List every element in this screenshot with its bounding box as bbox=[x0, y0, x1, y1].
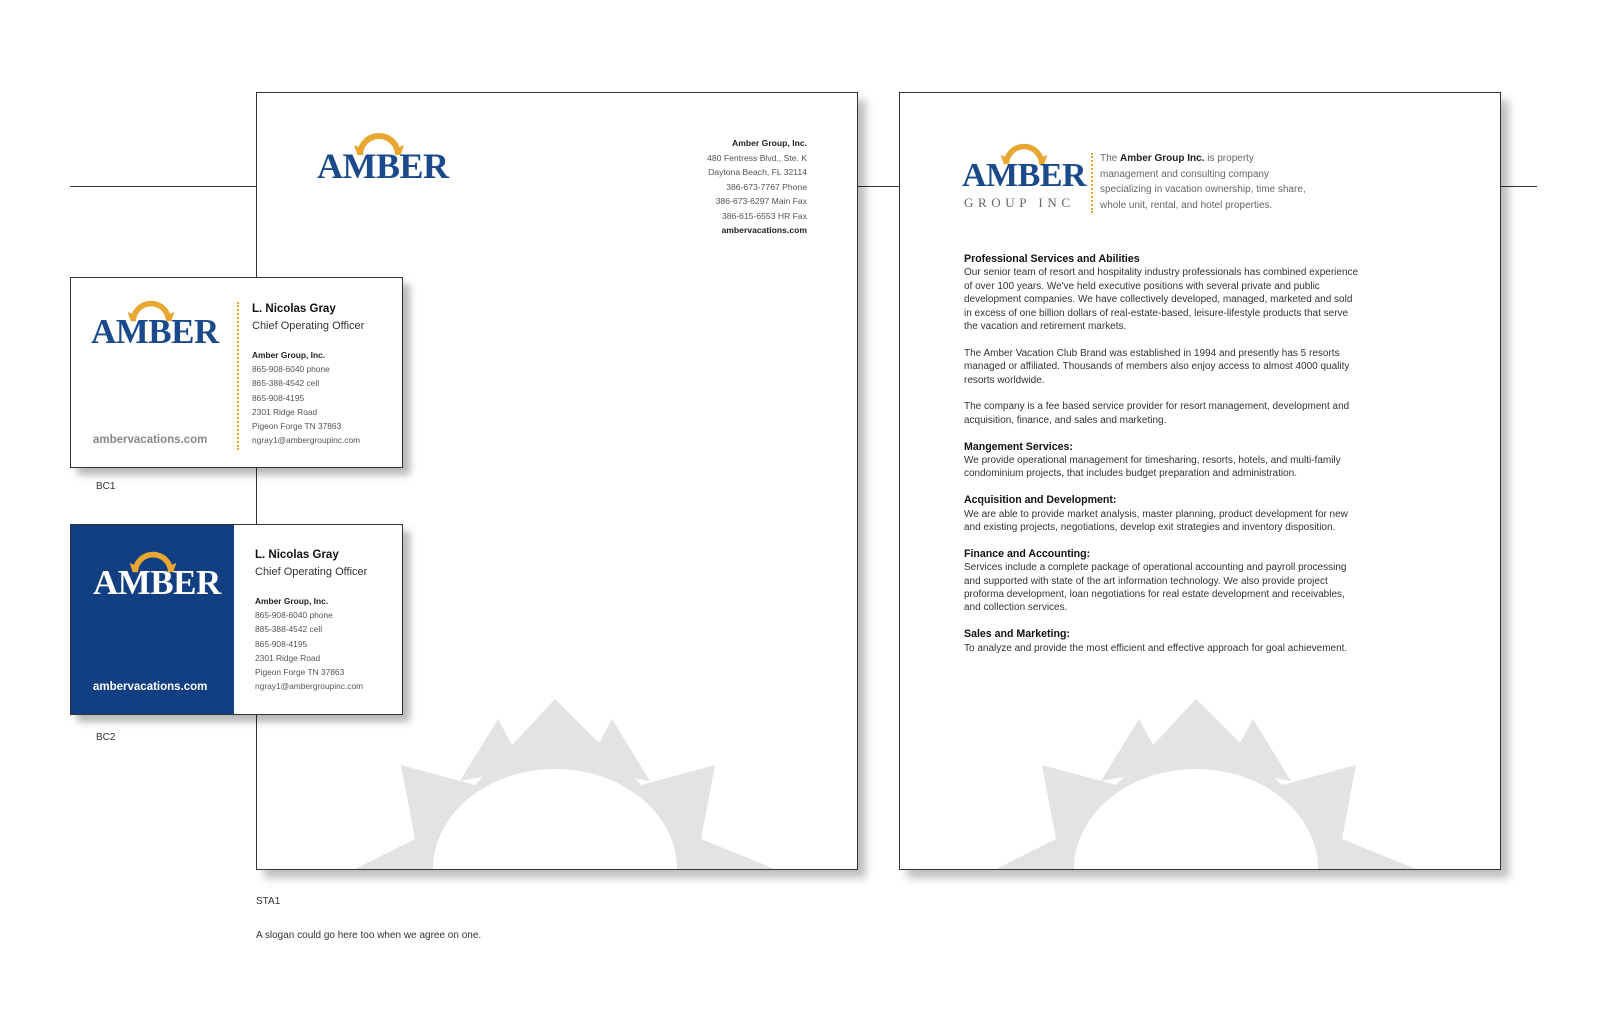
hr-fax-line: 386-615-6553 HR Fax bbox=[721, 210, 807, 221]
card-line: 865-908-6040 phone bbox=[252, 364, 330, 375]
group-inc-text: GROUP INC bbox=[964, 195, 1075, 210]
address-line: 480 Fentress Blvd., Ste. K bbox=[707, 152, 807, 163]
amber-logo bbox=[91, 300, 221, 356]
intro-text bbox=[1100, 151, 1310, 213]
card-line: Pigeon Forge TN 37863 bbox=[255, 667, 345, 678]
section-finance bbox=[964, 548, 1359, 615]
card-contact-info bbox=[255, 594, 363, 693]
section-acquisition bbox=[964, 494, 1359, 534]
amber-group-logo bbox=[962, 143, 1092, 213]
card-name: L. Nicolas Gray bbox=[255, 549, 339, 561]
amber-logo bbox=[317, 133, 457, 193]
guide-line-left bbox=[70, 186, 256, 187]
paragraph: The Amber Vacation Club Brand was established in 1994 and presently has 5 resorts managed or affiliated. Thousands of members also enjoy access to almost 4000 quality resorts worldwide. bbox=[964, 347, 1350, 386]
guide-line-right bbox=[1500, 186, 1537, 187]
paragraph: The company is a fee based service provider for resort management, development and acquisition, finance, and sales and marketing. bbox=[964, 401, 1350, 426]
letterhead-sheet bbox=[256, 92, 858, 870]
card-line: 2301 Ridge Road bbox=[255, 652, 321, 663]
caption-bc1: BC1 bbox=[96, 481, 116, 492]
card-contact-info bbox=[252, 348, 360, 447]
section-heading: Finance and Accounting: bbox=[964, 547, 1091, 560]
paragraph: We are able to provide market analysis, master planning, product development for new and existing projects, negotiations, develop exit strategies and inventory disposition. bbox=[964, 508, 1348, 534]
business-card-1 bbox=[70, 277, 403, 468]
card-line: 885-388-4542 cell bbox=[255, 624, 323, 635]
card-name: L. Nicolas Gray bbox=[252, 303, 336, 315]
slogan-text: A slogan could go here too when we agree on one. bbox=[256, 930, 482, 941]
guide-line-middle bbox=[857, 186, 901, 187]
card-line: ngray1@ambergroupinc.com bbox=[252, 435, 361, 446]
card-line: 2301 Ridge Road bbox=[252, 406, 318, 417]
card-line: 865-908-6040 phone bbox=[255, 610, 333, 621]
paragraph: To analyze and provide the most efficient and effective approach for goal achievement. bbox=[964, 642, 1348, 654]
paragraph: Services include a complete package of operational accounting and payroll processing and supported with state of the art information technology. We also provide project proforma development, loan negotiations for real estate development and receivables, and collection services. bbox=[964, 562, 1347, 614]
section-sales bbox=[964, 628, 1359, 655]
intro-prefix: The bbox=[1100, 153, 1121, 164]
card-title: Chief Operating Officer bbox=[255, 566, 368, 578]
dotted-divider bbox=[1091, 153, 1093, 213]
fax-line: 386-673-6297 Main Fax bbox=[715, 196, 807, 206]
paragraph: Our senior team of resort and hospitality industry professionals has combined experience of over 100 years. We've held executive positions with several private and public development companies. We have collectively developed, managed, marketed and sold in excess of one billion dollars of real-estate-based, leisure-lifestyle products that serve the vacation and retirement markets. bbox=[964, 267, 1359, 333]
card-line: 865-388-4542 cell bbox=[252, 378, 320, 389]
card-line: 865-908-4195 bbox=[255, 638, 308, 649]
section-heading: Mangement Services: bbox=[964, 440, 1073, 453]
dotted-divider bbox=[237, 302, 239, 450]
website: ambervacations.com bbox=[721, 225, 807, 235]
card-company: Amber Group, Inc. bbox=[255, 596, 329, 606]
section-heading: Sales and Marketing: bbox=[964, 628, 1070, 641]
card-title: Chief Operating Officer bbox=[252, 320, 365, 332]
card-line: 865-908-4195 bbox=[252, 392, 305, 403]
card-website: ambervacations.com bbox=[93, 434, 208, 446]
logo-wordmark: AMBER bbox=[93, 563, 221, 602]
card-company: Amber Group, Inc. bbox=[252, 350, 326, 360]
caption-sta1: STA1 bbox=[256, 896, 281, 907]
paragraph: We provide operational management for timesharing, resorts, hotels, and multi-family condominium projects, that includes budget preparation and administration. bbox=[964, 455, 1341, 480]
card-line: Pigeon Forge TN 37863 bbox=[252, 421, 342, 432]
sun-watermark-icon bbox=[355, 699, 775, 869]
card-line: ngray1@ambergroupinc.com bbox=[255, 681, 364, 692]
logo-wordmark: AMBER bbox=[91, 312, 219, 351]
phone-line: 386-673-7767 Phone bbox=[726, 181, 807, 192]
business-card-2 bbox=[70, 524, 403, 715]
profile-sheet bbox=[899, 92, 1501, 870]
section-professional bbox=[964, 253, 1359, 427]
amber-logo bbox=[93, 551, 223, 607]
company-name: Amber Group, Inc. bbox=[732, 138, 807, 148]
letterhead-address bbox=[707, 136, 807, 238]
card-website: ambervacations.com bbox=[93, 681, 208, 693]
section-management bbox=[964, 441, 1359, 481]
intro-company: Amber Group Inc. bbox=[1120, 153, 1205, 164]
logo-wordmark: AMBER bbox=[317, 146, 449, 186]
section-heading: Professional Services and Abilities bbox=[964, 253, 1140, 265]
address-line: Daytona Beach, FL 32114 bbox=[708, 167, 807, 177]
caption-bc2: BC2 bbox=[96, 732, 116, 743]
blue-panel bbox=[71, 525, 234, 714]
logo-wordmark: AMBER bbox=[962, 157, 1087, 194]
sun-watermark-icon bbox=[996, 699, 1416, 869]
intro-suffix: is property management and consulting company specializing in vacation ownership, time share, whole unit, rental, and hotel properties. bbox=[1100, 153, 1306, 211]
section-heading: Acquisition and Development: bbox=[964, 494, 1117, 507]
services-body bbox=[964, 253, 1359, 668]
